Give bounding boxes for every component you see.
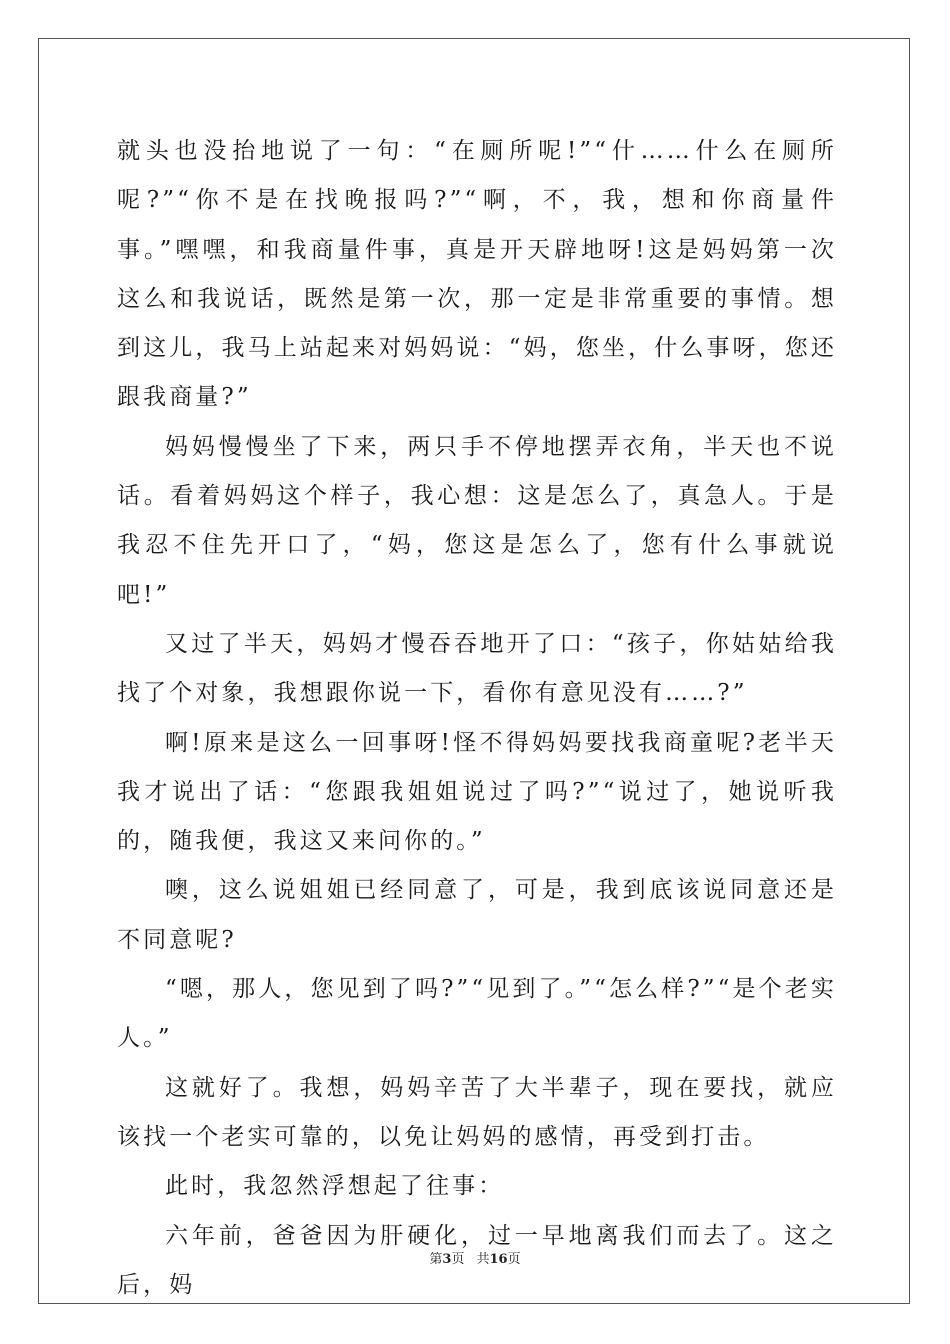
paragraph-3: 又过了半天，妈妈才慢吞吞地开了口：“孩子，你姑姑给我找了个对象，我想跟你说一下，看你有意见没有……?” [117,630,837,707]
paragraph-1: 就头也没抬地说了一句：“在厕所呢!”“什……什么在厕所呢?”“你不是在找晚报吗?”“啊，不，我，想和你商量件事。”嘿嘿，和我商量件事，真是开天辟地呀!这是妈妈第一次这么和我说话，既然是第一次，那一定是非常重要的事情。想到这儿，我马上站起来对妈妈说：“妈，您坐，什么事呀，您还跟我商量?” [117,138,837,411]
paragraph-8: 此时，我忽然浮想起了往事： [165,1173,505,1200]
footer-page-prefix: 第 [429,1252,443,1267]
paragraph-4: 啊!原来是这么一回事呀!怪不得妈妈要找我商童呢?老半天我才说出了话：“您跟我姐姐说过了吗?”“说过了，她说听我的，随我便，我这又来问你的。” [117,729,837,855]
paragraph-2: 妈妈慢慢坐了下来，两只手不停地摆弄衣角，半天也不说话。看着妈妈这个样子，我心想：这是怎么了，真急人。于是我忍不住先开口了，“妈，您这是怎么了，您有什么事就说吧!” [117,433,837,608]
footer-page-number: 3 [442,1252,452,1267]
document-body [117,127,837,1310]
footer-total-prefix: 共 [476,1252,490,1267]
page-footer [0,1248,950,1267]
footer-page-suffix: 页 [451,1252,465,1267]
paragraph-7: 这就好了。我想，妈妈辛苦了大半辈子，现在要找，就应该找一个老实可靠的，以免让妈妈的感情，再受到打击。 [117,1074,837,1150]
paragraph-9: 六年前，爸爸因为肝硬化，过一早地离我们而去了。这之后，妈 [117,1222,837,1298]
footer-total-pages: 16 [489,1252,508,1267]
paragraph-6: “嗯，那人，您见到了吗?”“见到了。”“怎么样?”“是个老实人。” [117,976,837,1052]
footer-total-suffix: 页 [507,1252,521,1267]
paragraph-5: 噢，这么说姐姐已经同意了，可是，我到底该说同意还是不同意呢? [117,877,837,953]
